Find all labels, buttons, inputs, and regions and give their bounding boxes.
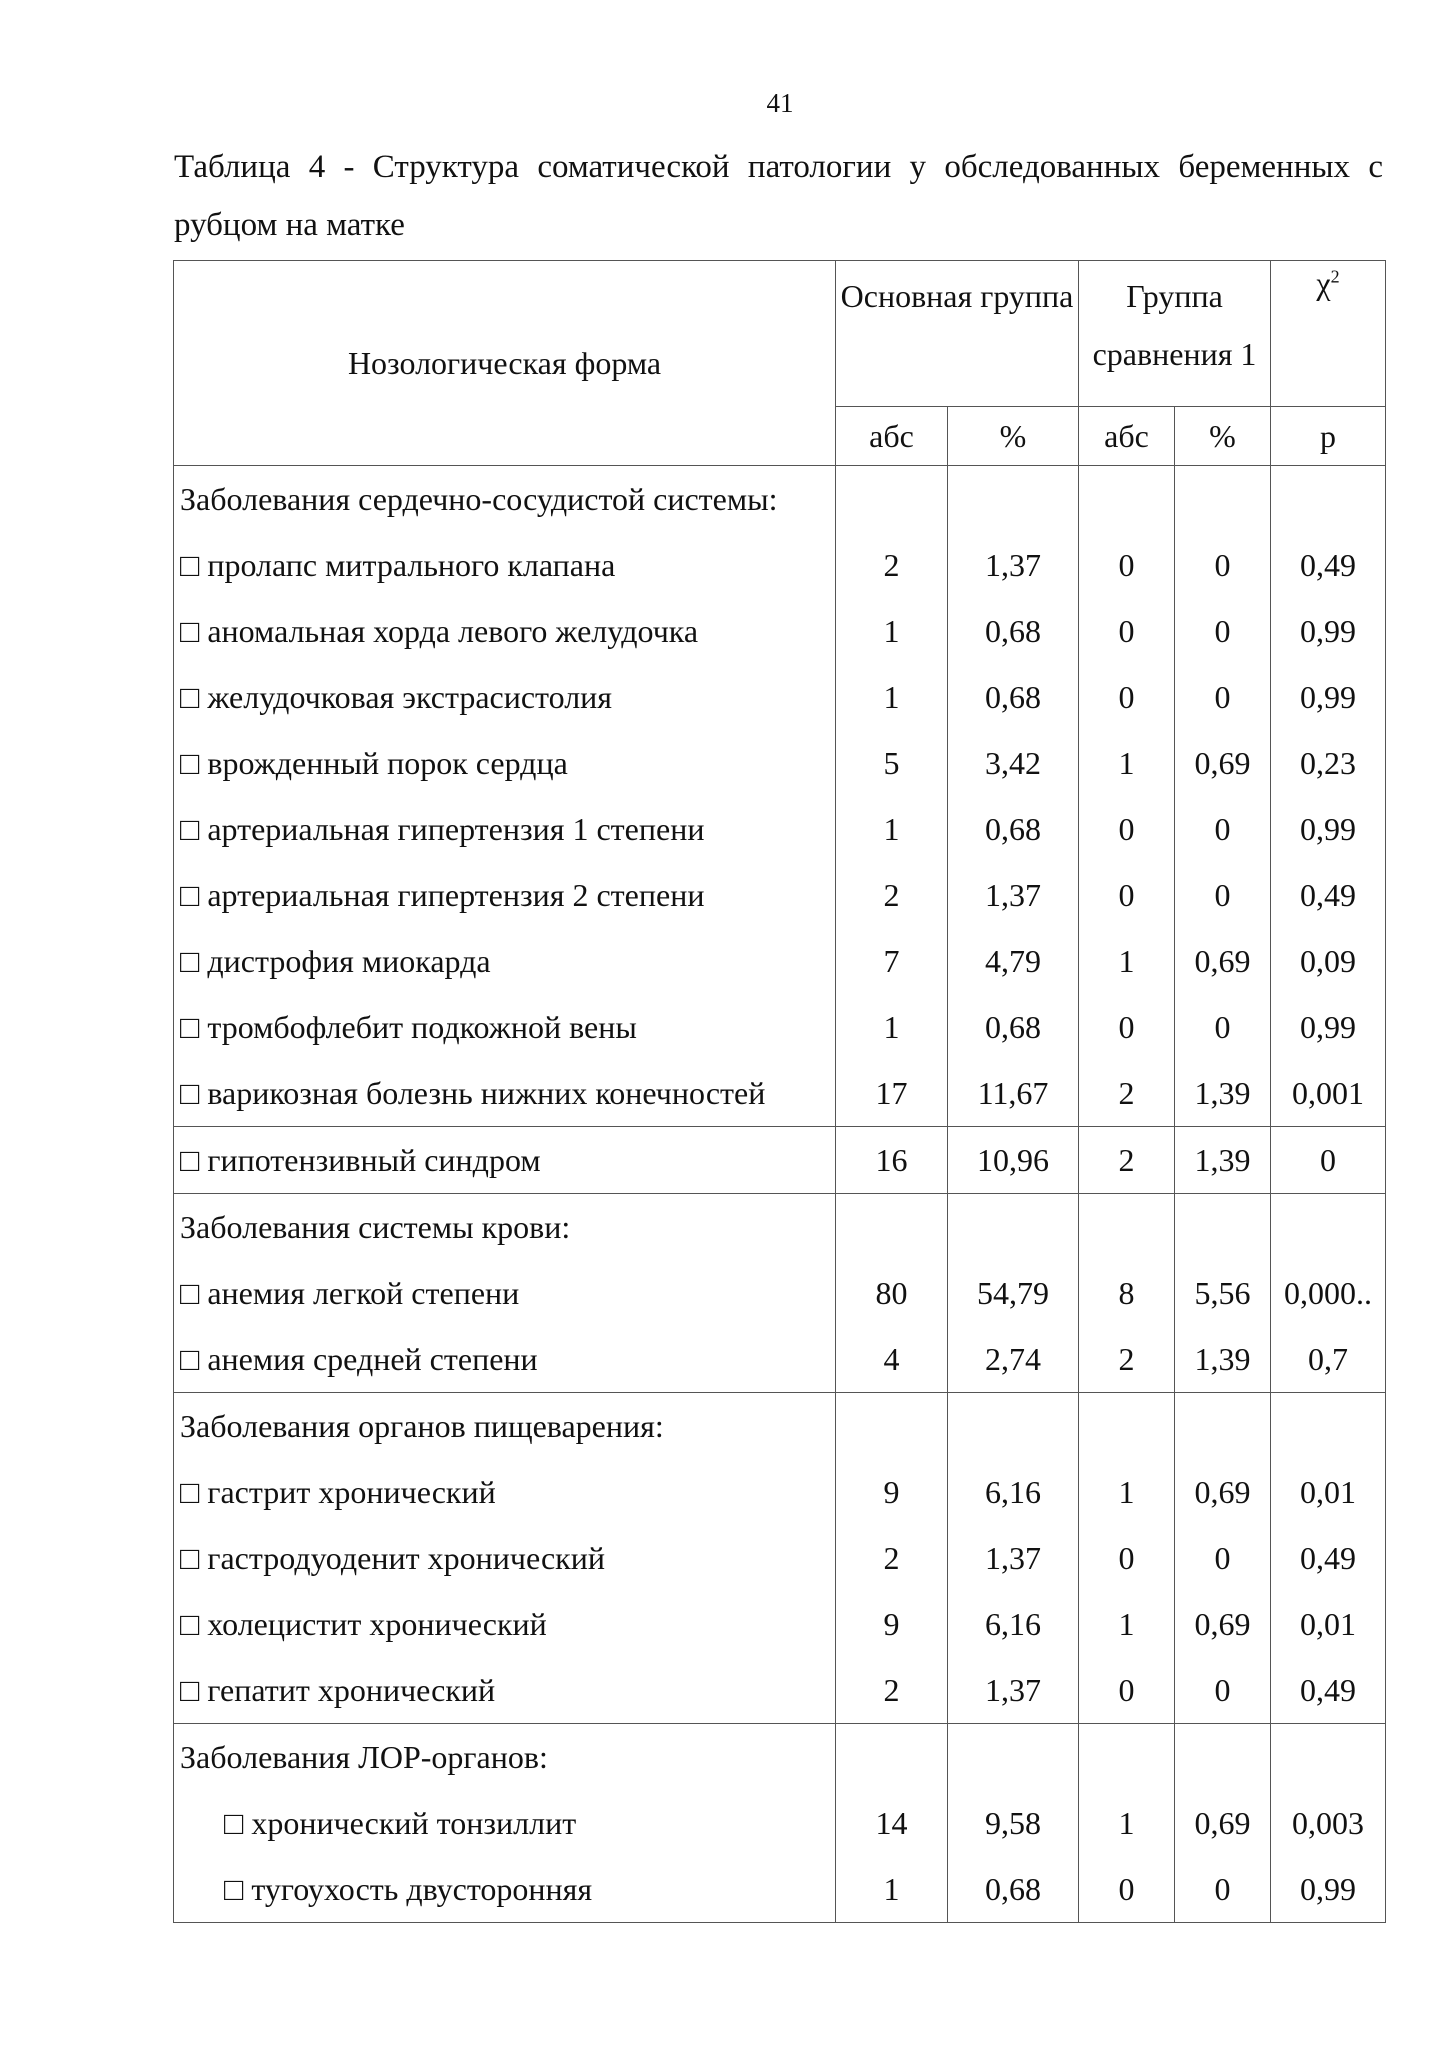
- empty-cell: [836, 1393, 947, 1459]
- value-pct-main: 6,16: [985, 1474, 1041, 1510]
- value-pct-comp: 0: [1214, 1672, 1231, 1708]
- value-pct-main: 1,37: [985, 1540, 1041, 1576]
- value-p-value: 0: [1320, 1142, 1337, 1178]
- empty-cell: [1079, 466, 1174, 532]
- row-label: □ артериальная гипертензия 1 степени: [180, 811, 705, 847]
- value-abs-comp: 1: [1118, 1606, 1135, 1642]
- value-abs-main: 1: [883, 613, 900, 649]
- value-abs-comp: 0: [1118, 1540, 1135, 1576]
- header-chi-square: [1271, 261, 1386, 407]
- value-pct-comp: 0,69: [1194, 943, 1251, 979]
- row-label: □ анемия средней степени: [180, 1341, 538, 1377]
- value-p-value: 0,23: [1300, 745, 1357, 781]
- value-abs-comp: 2: [1118, 1341, 1135, 1377]
- empty-cell: [1271, 466, 1385, 532]
- row-label: □ хронический тонзиллит: [224, 1805, 577, 1841]
- section-0: [174, 466, 1386, 1127]
- value-pct-comp: 0: [1214, 613, 1231, 649]
- column-abs-main: [836, 1393, 948, 1724]
- column-pct-comp: [1175, 1724, 1271, 1923]
- row-label: □ желудочковая экстрасистолия: [180, 679, 612, 715]
- row-label: □ врожденный порок сердца: [180, 745, 568, 781]
- row-label: □ артериальная гипертензия 2 степени: [180, 877, 705, 913]
- value-pct-comp: 1,39: [1194, 1075, 1251, 1111]
- section-label-cell: [174, 1724, 836, 1923]
- empty-cell: [1271, 1724, 1385, 1790]
- column-pct-comp: [1175, 1194, 1271, 1393]
- value-p-value: 0,99: [1300, 1871, 1357, 1907]
- section-title: Заболевания системы крови:: [180, 1209, 571, 1245]
- row-label: □ гастрит хронический: [180, 1474, 496, 1510]
- value-pct-comp: 0,69: [1194, 745, 1251, 781]
- empty-cell: [948, 466, 1078, 532]
- row-label: □ тромбофлебит подкожной вены: [180, 1009, 637, 1045]
- row-label: □ варикозная болезнь нижних конечностей: [180, 1075, 766, 1111]
- chi-superscript: 2: [1330, 266, 1340, 287]
- column-abs-comp: [1079, 1127, 1175, 1194]
- header-nosological-form: Нозологическая форма: [174, 261, 836, 466]
- value-abs-comp: 8: [1118, 1275, 1135, 1311]
- row-label: □ гипотензивный синдром: [180, 1142, 541, 1178]
- value-abs-main: 1: [883, 811, 900, 847]
- page-number: 41: [766, 88, 794, 118]
- empty-cell: [948, 1194, 1078, 1260]
- column-pct-main: [948, 1127, 1079, 1194]
- value-p-value: 0,09: [1300, 943, 1357, 979]
- row-label: □ гепатит хронический: [180, 1672, 496, 1708]
- value-pct-main: 2,74: [985, 1341, 1041, 1377]
- value-abs-main: 2: [883, 877, 900, 913]
- column-pct-main: [948, 1724, 1079, 1923]
- section-title: Заболевания ЛОР-органов:: [180, 1739, 548, 1775]
- section-3: [174, 1393, 1386, 1724]
- value-pct-main: 0,68: [985, 811, 1041, 847]
- column-p-value: [1271, 1194, 1386, 1393]
- column-pct-main: [948, 466, 1079, 1127]
- empty-cell: [1175, 1724, 1270, 1790]
- subheader-p: р: [1271, 407, 1386, 466]
- empty-cell: [1175, 1194, 1270, 1260]
- table-caption: Таблица 4 - Структура соматической патологии у обследованных беременных с рубцом на матке: [174, 149, 1383, 243]
- value-pct-main: 1,37: [985, 877, 1041, 913]
- empty-cell: [1271, 1393, 1385, 1459]
- subheader-pct-main: %: [948, 407, 1079, 466]
- header-row: [174, 261, 1386, 407]
- row-label: □ гастродуоденит хронический: [180, 1540, 605, 1576]
- value-abs-main: 17: [875, 1075, 908, 1111]
- column-p-value: [1271, 1127, 1386, 1194]
- section-title: Заболевания сердечно-сосудистой системы:: [180, 481, 778, 517]
- column-abs-comp: [1079, 1393, 1175, 1724]
- column-abs-main: [836, 1127, 948, 1194]
- value-pct-main: 11,67: [977, 1075, 1049, 1111]
- empty-cell: [836, 466, 947, 532]
- value-abs-main: 9: [883, 1474, 900, 1510]
- value-abs-comp: 0: [1118, 1871, 1135, 1907]
- empty-cell: [1175, 466, 1270, 532]
- value-abs-comp: 2: [1118, 1075, 1135, 1111]
- header-comparison-group: Группа сравнения 1: [1079, 261, 1271, 407]
- value-abs-main: 5: [883, 745, 900, 781]
- value-p-value: 0,01: [1300, 1474, 1357, 1510]
- pathology-table: [173, 260, 1386, 1923]
- column-p-value: [1271, 1724, 1386, 1923]
- value-p-value: 0,49: [1300, 1540, 1357, 1576]
- value-abs-main: 9: [883, 1606, 900, 1642]
- section-label-cell: [174, 1194, 836, 1393]
- column-p-value: [1271, 466, 1386, 1127]
- row-label: □ тугоухость двусторонняя: [224, 1871, 593, 1907]
- section-label-cell: [174, 466, 836, 1127]
- value-p-value: 0,99: [1300, 811, 1357, 847]
- column-abs-comp: [1079, 466, 1175, 1127]
- value-abs-main: 1: [883, 1871, 900, 1907]
- subheader-abs-main: абс: [836, 407, 948, 466]
- empty-cell: [1175, 1393, 1270, 1459]
- value-p-value: 0,99: [1300, 613, 1357, 649]
- value-pct-main: 3,42: [985, 745, 1041, 781]
- value-pct-main: 0,68: [985, 1009, 1041, 1045]
- value-abs-comp: 0: [1118, 877, 1135, 913]
- row-label: □ аномальная хорда левого желудочка: [180, 613, 699, 649]
- value-abs-comp: 0: [1118, 811, 1135, 847]
- value-abs-comp: 0: [1118, 613, 1135, 649]
- value-pct-main: 4,79: [985, 943, 1041, 979]
- column-abs-main: [836, 1194, 948, 1393]
- value-p-value: 0,99: [1300, 679, 1357, 715]
- value-pct-main: 0,68: [985, 613, 1041, 649]
- value-pct-main: 1,37: [985, 1672, 1041, 1708]
- value-pct-comp: 0,69: [1194, 1606, 1251, 1642]
- value-abs-main: 16: [875, 1142, 908, 1178]
- value-abs-main: 1: [883, 1009, 900, 1045]
- row-label: □ пролапс митрального клапана: [180, 547, 616, 583]
- subheader-pct-comp: %: [1175, 407, 1271, 466]
- empty-cell: [1271, 1194, 1385, 1260]
- value-pct-main: 10,96: [977, 1142, 1049, 1178]
- value-p-value: 0,49: [1300, 1672, 1357, 1708]
- empty-cell: [948, 1724, 1078, 1790]
- value-p-value: 0,01: [1300, 1606, 1357, 1642]
- value-pct-comp: 0: [1214, 1871, 1231, 1907]
- empty-cell: [1079, 1194, 1174, 1260]
- value-pct-main: 1,37: [985, 547, 1041, 583]
- section-1: [174, 1127, 1386, 1194]
- value-pct-comp: 0,69: [1194, 1474, 1251, 1510]
- value-pct-comp: 0: [1214, 877, 1231, 913]
- column-p-value: [1271, 1393, 1386, 1724]
- column-abs-comp: [1079, 1194, 1175, 1393]
- value-abs-comp: 1: [1118, 1805, 1135, 1841]
- value-abs-main: 2: [883, 547, 900, 583]
- value-p-value: 0,99: [1300, 1009, 1357, 1045]
- header-main-group: Основная группа: [836, 261, 1079, 407]
- value-pct-comp: 0: [1214, 1540, 1231, 1576]
- value-abs-main: 80: [875, 1275, 908, 1311]
- value-pct-main: 0,68: [985, 679, 1041, 715]
- value-p-value: 0,003: [1292, 1805, 1365, 1841]
- empty-cell: [948, 1393, 1078, 1459]
- value-pct-comp: 5,56: [1194, 1275, 1251, 1311]
- value-abs-comp: 0: [1118, 547, 1135, 583]
- section-2: [174, 1194, 1386, 1393]
- column-abs-main: [836, 466, 948, 1127]
- value-pct-comp: 1,39: [1194, 1142, 1251, 1178]
- column-pct-comp: [1175, 1393, 1271, 1724]
- empty-cell: [836, 1194, 947, 1260]
- value-abs-main: 2: [883, 1672, 900, 1708]
- subheader-abs-comp: абс: [1079, 407, 1175, 466]
- value-pct-main: 9,58: [985, 1805, 1041, 1841]
- column-abs-comp: [1079, 1724, 1175, 1923]
- section-4: [174, 1724, 1386, 1923]
- value-pct-comp: 0,69: [1194, 1805, 1251, 1841]
- value-p-value: 0,000..: [1284, 1275, 1373, 1311]
- value-pct-comp: 1,39: [1194, 1341, 1251, 1377]
- value-pct-main: 6,16: [985, 1606, 1041, 1642]
- value-pct-main: 0,68: [985, 1871, 1041, 1907]
- value-pct-comp: 0: [1214, 811, 1231, 847]
- empty-cell: [1079, 1393, 1174, 1459]
- column-pct-main: [948, 1393, 1079, 1724]
- value-pct-main: 54,79: [977, 1275, 1049, 1311]
- value-pct-comp: 0: [1214, 1009, 1231, 1045]
- value-abs-comp: 0: [1118, 1672, 1135, 1708]
- column-pct-comp: [1175, 1127, 1271, 1194]
- value-abs-comp: 1: [1118, 1474, 1135, 1510]
- section-label-cell: [174, 1127, 836, 1194]
- value-pct-comp: 0: [1214, 547, 1231, 583]
- value-pct-comp: 0: [1214, 679, 1231, 715]
- section-title: Заболевания органов пищеварения:: [180, 1408, 664, 1444]
- value-p-value: 0,49: [1300, 877, 1357, 913]
- value-abs-main: 1: [883, 679, 900, 715]
- value-p-value: 0,7: [1308, 1341, 1349, 1377]
- row-label: □ холецистит хронический: [180, 1606, 547, 1642]
- value-p-value: 0,49: [1300, 547, 1357, 583]
- value-abs-main: 4: [883, 1341, 900, 1377]
- value-abs-main: 7: [883, 943, 900, 979]
- column-pct-main: [948, 1194, 1079, 1393]
- value-abs-comp: 1: [1118, 745, 1135, 781]
- value-abs-comp: 1: [1118, 943, 1135, 979]
- row-label: □ анемия легкой степени: [180, 1275, 520, 1311]
- column-abs-main: [836, 1724, 948, 1923]
- value-abs-main: 2: [883, 1540, 900, 1576]
- row-label: □ дистрофия миокарда: [180, 943, 491, 979]
- section-label-cell: [174, 1393, 836, 1724]
- empty-cell: [836, 1724, 947, 1790]
- value-abs-main: 14: [875, 1805, 908, 1841]
- value-p-value: 0,001: [1292, 1075, 1365, 1111]
- value-abs-comp: 0: [1118, 679, 1135, 715]
- chi-symbol: χ: [1316, 265, 1331, 301]
- value-abs-comp: 0: [1118, 1009, 1135, 1045]
- value-abs-comp: 2: [1118, 1142, 1135, 1178]
- empty-cell: [1079, 1724, 1174, 1790]
- column-pct-comp: [1175, 466, 1271, 1127]
